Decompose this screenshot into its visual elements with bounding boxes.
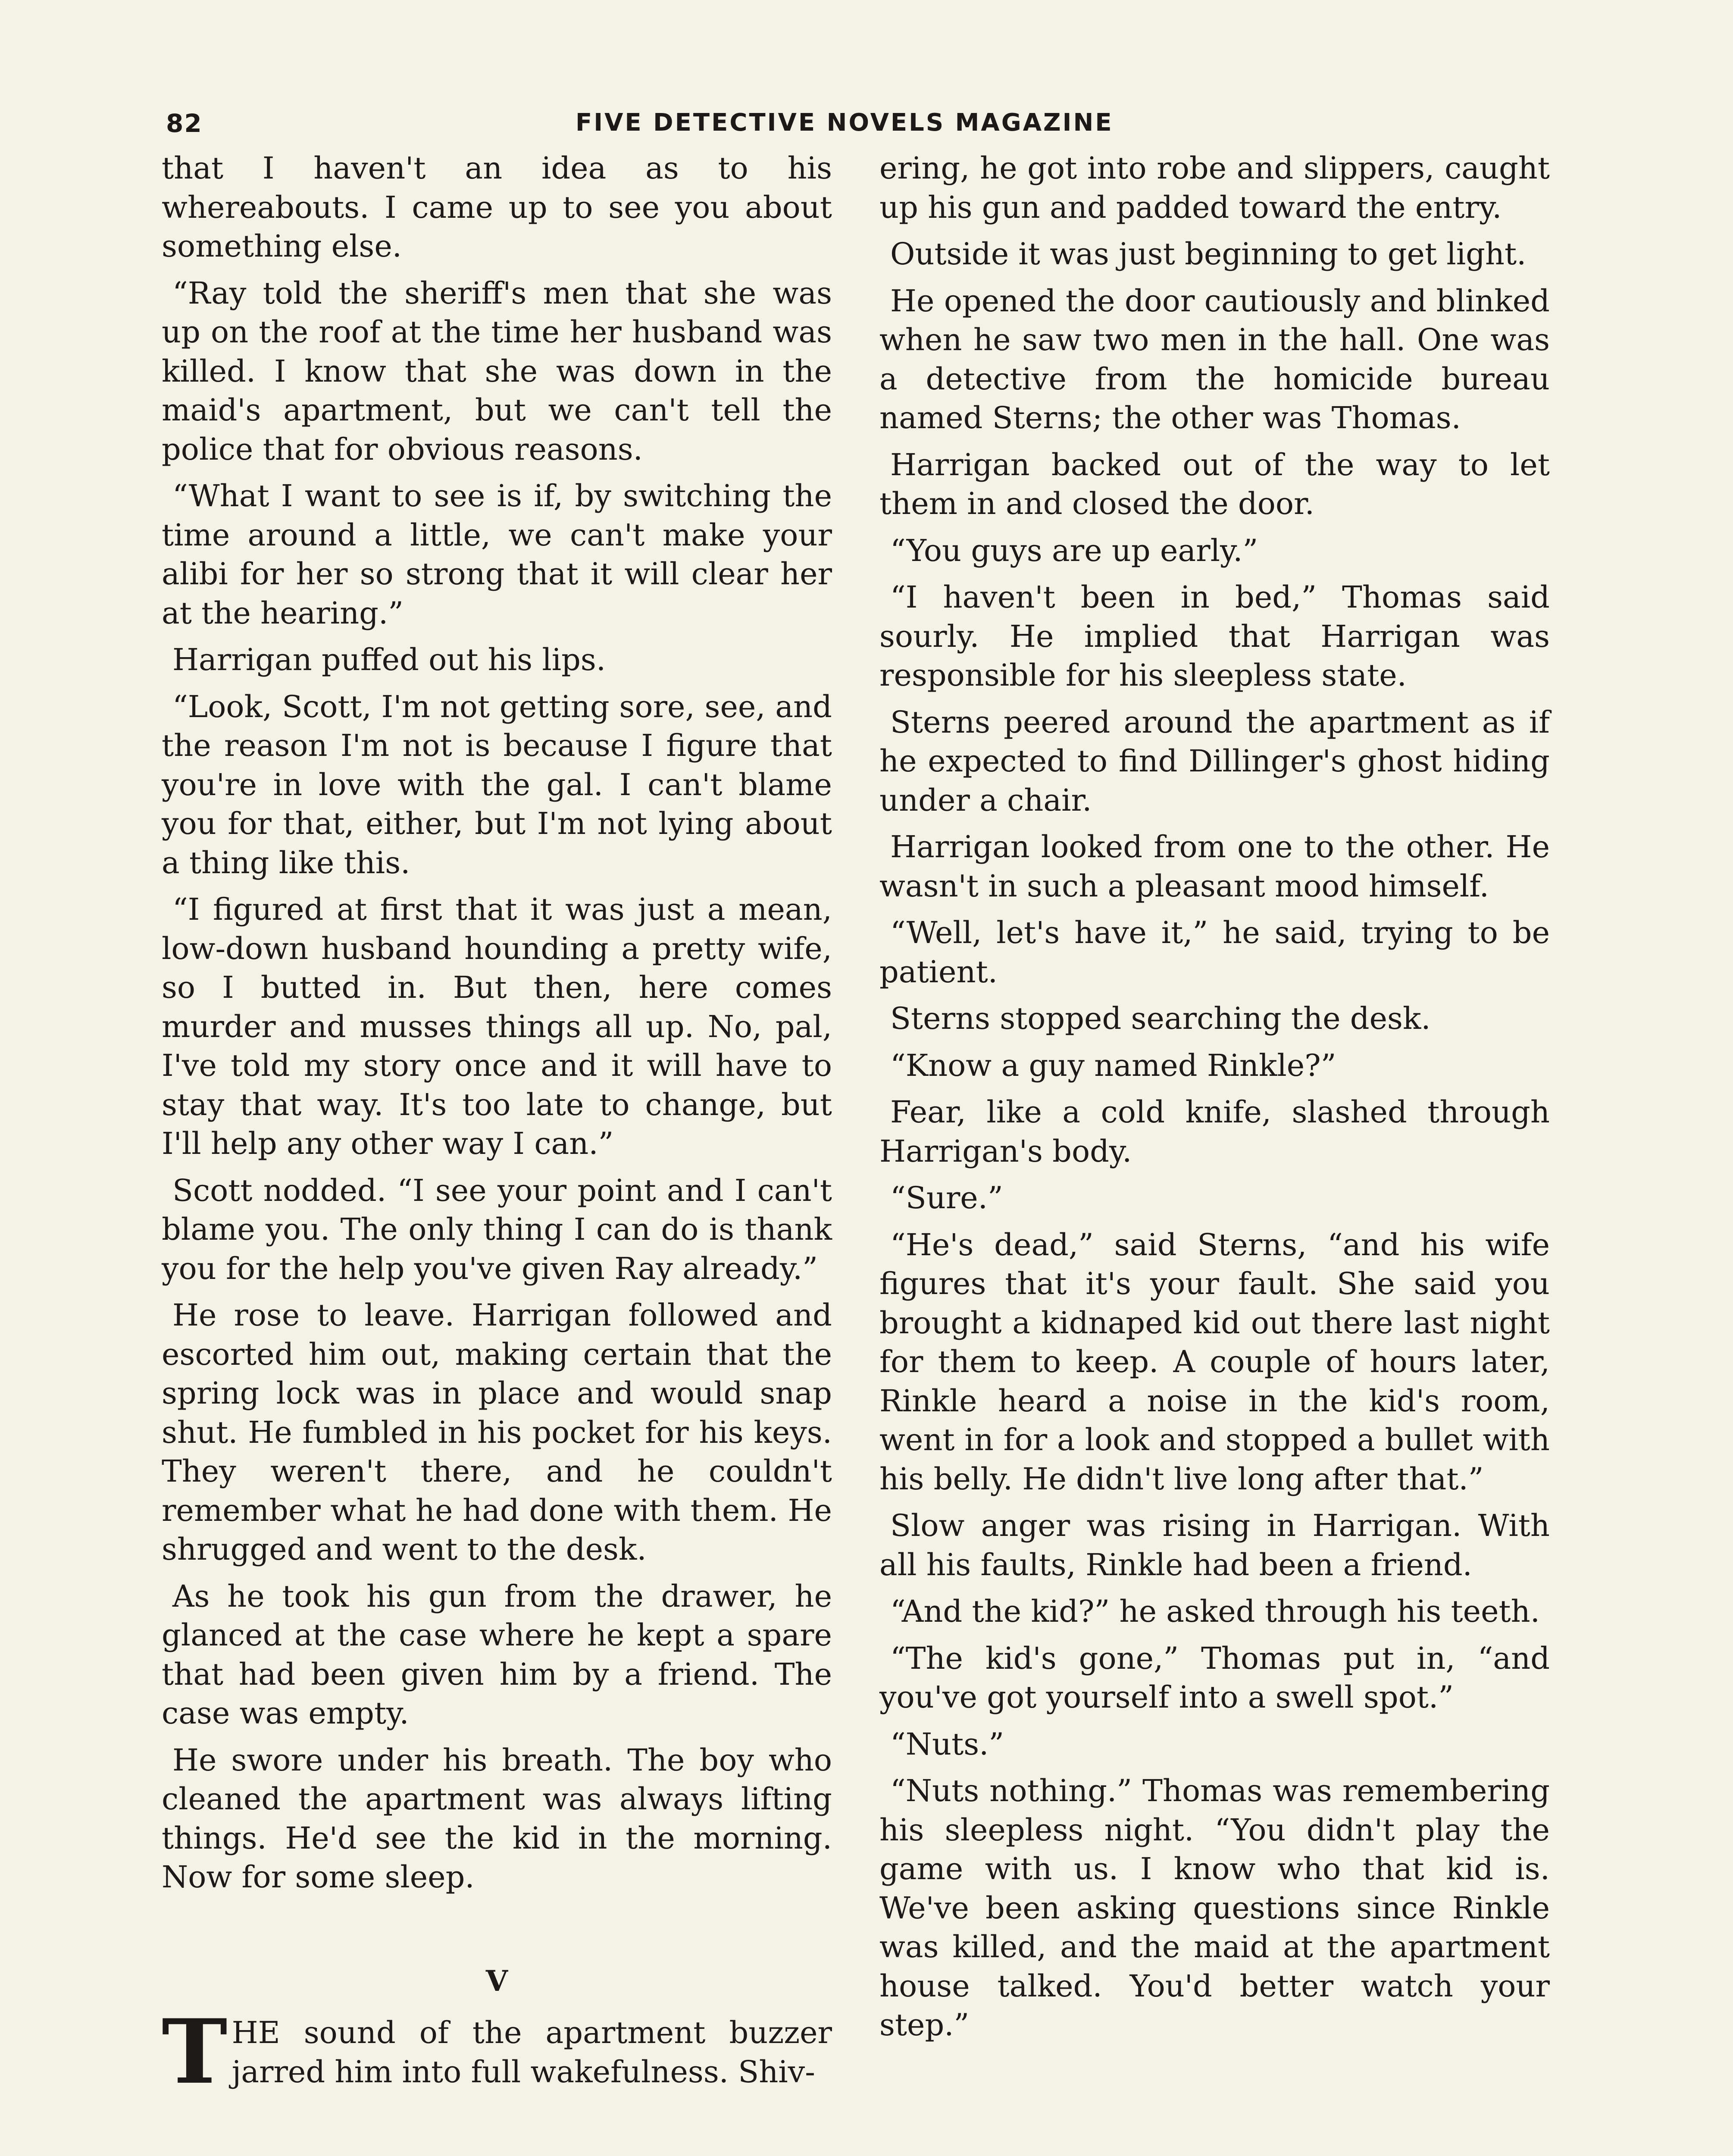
paragraph: “Ray told the sheriff's men that she was up on the roof at the time her husband was killed. I know that she was down in the maid's apartment, but we can't tell the police that for obvious reasons. — [162, 275, 832, 467]
paragraph: “Sure.” — [890, 1180, 1003, 1216]
right-column — [879, 149, 1550, 2053]
paragraph: “And the kid?” he asked through his teeth. — [890, 1594, 1540, 1629]
paragraph: Fear, like a cold knife, slashed through Harrigan's body. — [879, 1094, 1550, 1169]
paragraph: Harrigan puffed out his lips. — [172, 642, 606, 677]
paragraph: “I figured at first that it was just a mean, low-down husband hounding a pretty wife, so I butted in. But then, here comes murder and musses things all up. No, pal, I've told my story once and it will have to stay that way. It's too late to change, but I'll help any other way I can.” — [162, 892, 832, 1161]
paragraph: Harrigan backed out of the way to let them in and closed the door. — [879, 447, 1550, 521]
paragraph: Sterns peered around the apartment as if he expected to find Dillinger's ghost hiding under a chair. — [879, 704, 1550, 818]
left-column — [162, 149, 832, 2104]
paragraph: “What I want to see is if, by switching the time around a little, we can't make your alibi for her so strong that it will clear her at the hearing.” — [162, 478, 832, 631]
paragraph: “Nuts nothing.” Thomas was remembering his sleepless night. “You didn't play the game with us. I know who that kid is. We've been asking questions since Rinkle was killed, and the maid at the apartment house talked. You'd better watch your step.” — [879, 1773, 1550, 2043]
chapter-opening-paragraph — [162, 2000, 832, 2104]
paragraph: Outside it was just beginning to get light. — [890, 236, 1527, 272]
paragraph: that I haven't an idea as to his whereabouts. I came up to see you about something else. — [162, 150, 832, 264]
paragraph: “I haven't been in bed,” Thomas said sourly. He implied that Harrigan was responsible for his sleepless state. — [879, 580, 1550, 693]
paragraph: “Look, Scott, I'm not getting sore, see, and the reason I'm not is because I figure that you're in love with the gal. I can't blame you for that, either, but I'm not lying about a thing like this. — [162, 689, 832, 881]
paragraph: ering, he got into robe and slippers, caught up his gun and padded toward the entry. — [879, 150, 1550, 225]
drop-cap: T — [162, 2000, 228, 2104]
paragraph: He swore under his breath. The boy who cleaned the apartment was always lifting things. He'd see the kid in the morning. Now for some sleep. — [162, 1742, 832, 1895]
paragraph: Slow anger was rising in Harrigan. With all his faults, Rinkle had been a friend. — [879, 1508, 1550, 1583]
chapter-opening-text: HE sound of the apartment buzzer jarred him into full wakefulness. Shiv- — [231, 2015, 832, 2090]
page-number: 82 — [166, 109, 203, 138]
paragraph: “Well, let's have it,” he said, trying to be patient. — [879, 915, 1550, 990]
paragraph: “Know a guy named Rinkle?” — [890, 1047, 1336, 1083]
page-header — [166, 109, 1567, 143]
paragraph: “He's dead,” said Sterns, “and his wife figures that it's your fault. She said you brought a kidnaped kid out there last night for them to keep. A couple of hours later, Rinkle heard a noise in the kid's room, went in for a look and stopped a bullet with his belly. He didn't live long after that.” — [879, 1227, 1550, 1497]
running-title: FIVE DETECTIVE NOVELS MAGAZINE — [576, 109, 1114, 137]
paragraph: He opened the door cautiously and blinked when he saw two men in the hall. One was a detective from the homicide bureau named Sterns; the other was Thomas. — [879, 283, 1550, 436]
paragraph: “Nuts.” — [890, 1726, 1004, 1762]
paragraph: Harrigan looked from one to the other. He wasn't in such a pleasant mood himself. — [879, 829, 1550, 904]
paragraph: Scott nodded. “I see your point and I can't blame you. The only thing I can do is thank you for the help you've given Ray already.” — [162, 1172, 832, 1286]
paragraph: He rose to leave. Harrigan followed and escorted him out, making certain that the spring lock was in place and would snap shut. He fumbled in his pocket for his keys. They weren't there, and he couldn't remember what he had done with them. He shrugged and went to the desk. — [162, 1297, 832, 1567]
paragraph: Sterns stopped searching the desk. — [890, 1001, 1431, 1036]
paragraph: As he took his gun from the drawer, he glanced at the case where he kept a spare that had been given him by a friend. The case was empty. — [162, 1578, 832, 1731]
paragraph: “The kid's gone,” Thomas put in, “and you've got yourself into a swell spot.” — [879, 1640, 1550, 1715]
paragraph: “You guys are up early.” — [890, 533, 1258, 568]
chapter-heading: V — [485, 1964, 508, 1998]
